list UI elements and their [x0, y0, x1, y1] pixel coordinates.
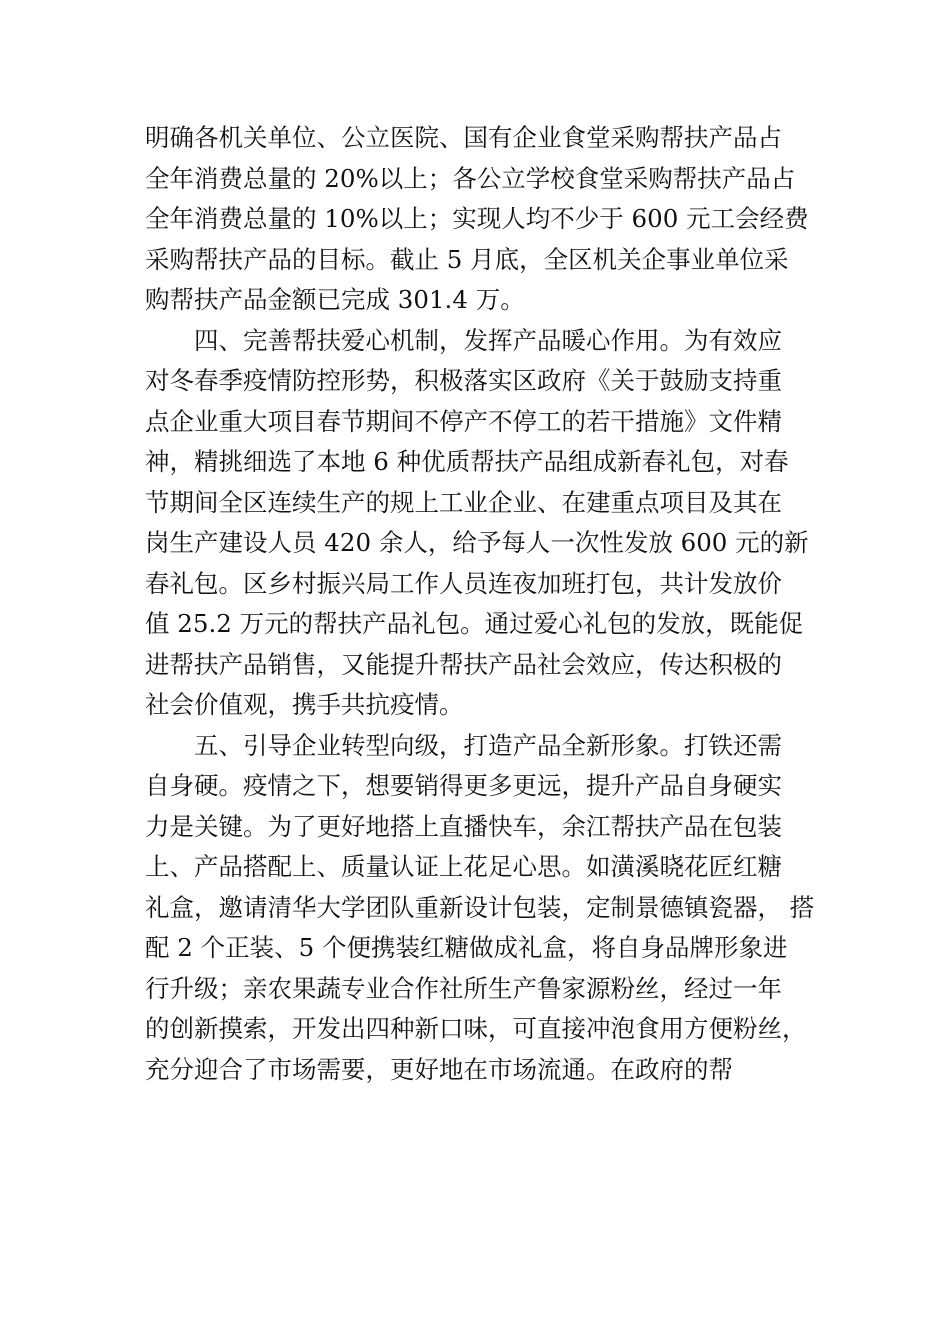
text-line: 明确各机关单位、公立医院、国有企业食堂采购帮扶产品占: [145, 123, 782, 152]
text-line: 岗生产建设人员 420 余人，给予每人一次性发放 600 元的新: [145, 528, 809, 557]
text-line: 进帮扶产品销售，又能提升帮扶产品社会效应，传达积极的: [145, 649, 782, 679]
text-line: 点企业重大项目春节期间不停产不停工的若干措施》文件精: [145, 406, 782, 436]
text-line: 神，精挑细选了本地 6 种优质帮扶产品组成新春礼包，对春: [145, 447, 789, 476]
text-line: 值 25.2 万元的帮扶产品礼包。通过爱心礼包的发放，既能促: [145, 609, 804, 638]
text-line: 社会价值观，携手共抗疫情。: [145, 690, 464, 719]
text-line: 春礼包。区乡村振兴局工作人员连夜加班打包，共计发放价: [145, 568, 782, 598]
text-line: 自身硬。疫情之下，想要销得更多更远，提升产品自身硬实: [145, 771, 782, 800]
text-line: 充分迎合了市场需要，更好地在市场流通。在政府的帮: [145, 1054, 733, 1084]
text-line: 配 2 个正装、5 个便携装红糖做成礼盒，将自身品牌形象进: [145, 933, 788, 962]
text-line: 上、产品搭配上、质量认证上花足心思。如潢溪晓花匠红糖: [145, 852, 782, 881]
body-text: [145, 118, 825, 1090]
text-line: 对冬春季疫情防控形势，积极落实区政府《关于鼓励支持重: [145, 366, 782, 395]
paragraph-start-line: 五、引导企业转型向级，打造产品全新形象。打铁还需: [194, 730, 782, 760]
text-line: 购帮扶产品金额已完成 301.4 万。: [145, 285, 525, 314]
text-line: 全年消费总量的 20%以上；各公立学校食堂采购帮扶产品占: [145, 163, 796, 193]
text-line: 的创新摸索，开发出四种新口味，可直接冲泡食用方便粉丝，: [145, 1014, 807, 1043]
text-line: 力是关键。为了更好地搭上直播快车，余江帮扶产品在包装: [145, 811, 782, 841]
text-line: 全年消费总量的 10%以上；实现人均不少于 600 元工会经费: [145, 204, 809, 233]
text-line: 采购帮扶产品的目标。截止 5 月底，全区机关企事业单位采: [145, 244, 789, 274]
text-line: 行升级；亲农果蔬专业合作社所生产鲁家源粉丝，经过一年: [145, 973, 782, 1003]
text-line: 礼盒，邀请清华大学团队重新设计包装，定制景德镇瓷器， 搭: [145, 892, 815, 922]
text-line: 节期间全区连续生产的规上工业企业、在建重点项目及其在: [145, 487, 782, 517]
paragraph-start-line: 四、完善帮扶爱心机制，发挥产品暖心作用。为有效应: [194, 325, 782, 355]
